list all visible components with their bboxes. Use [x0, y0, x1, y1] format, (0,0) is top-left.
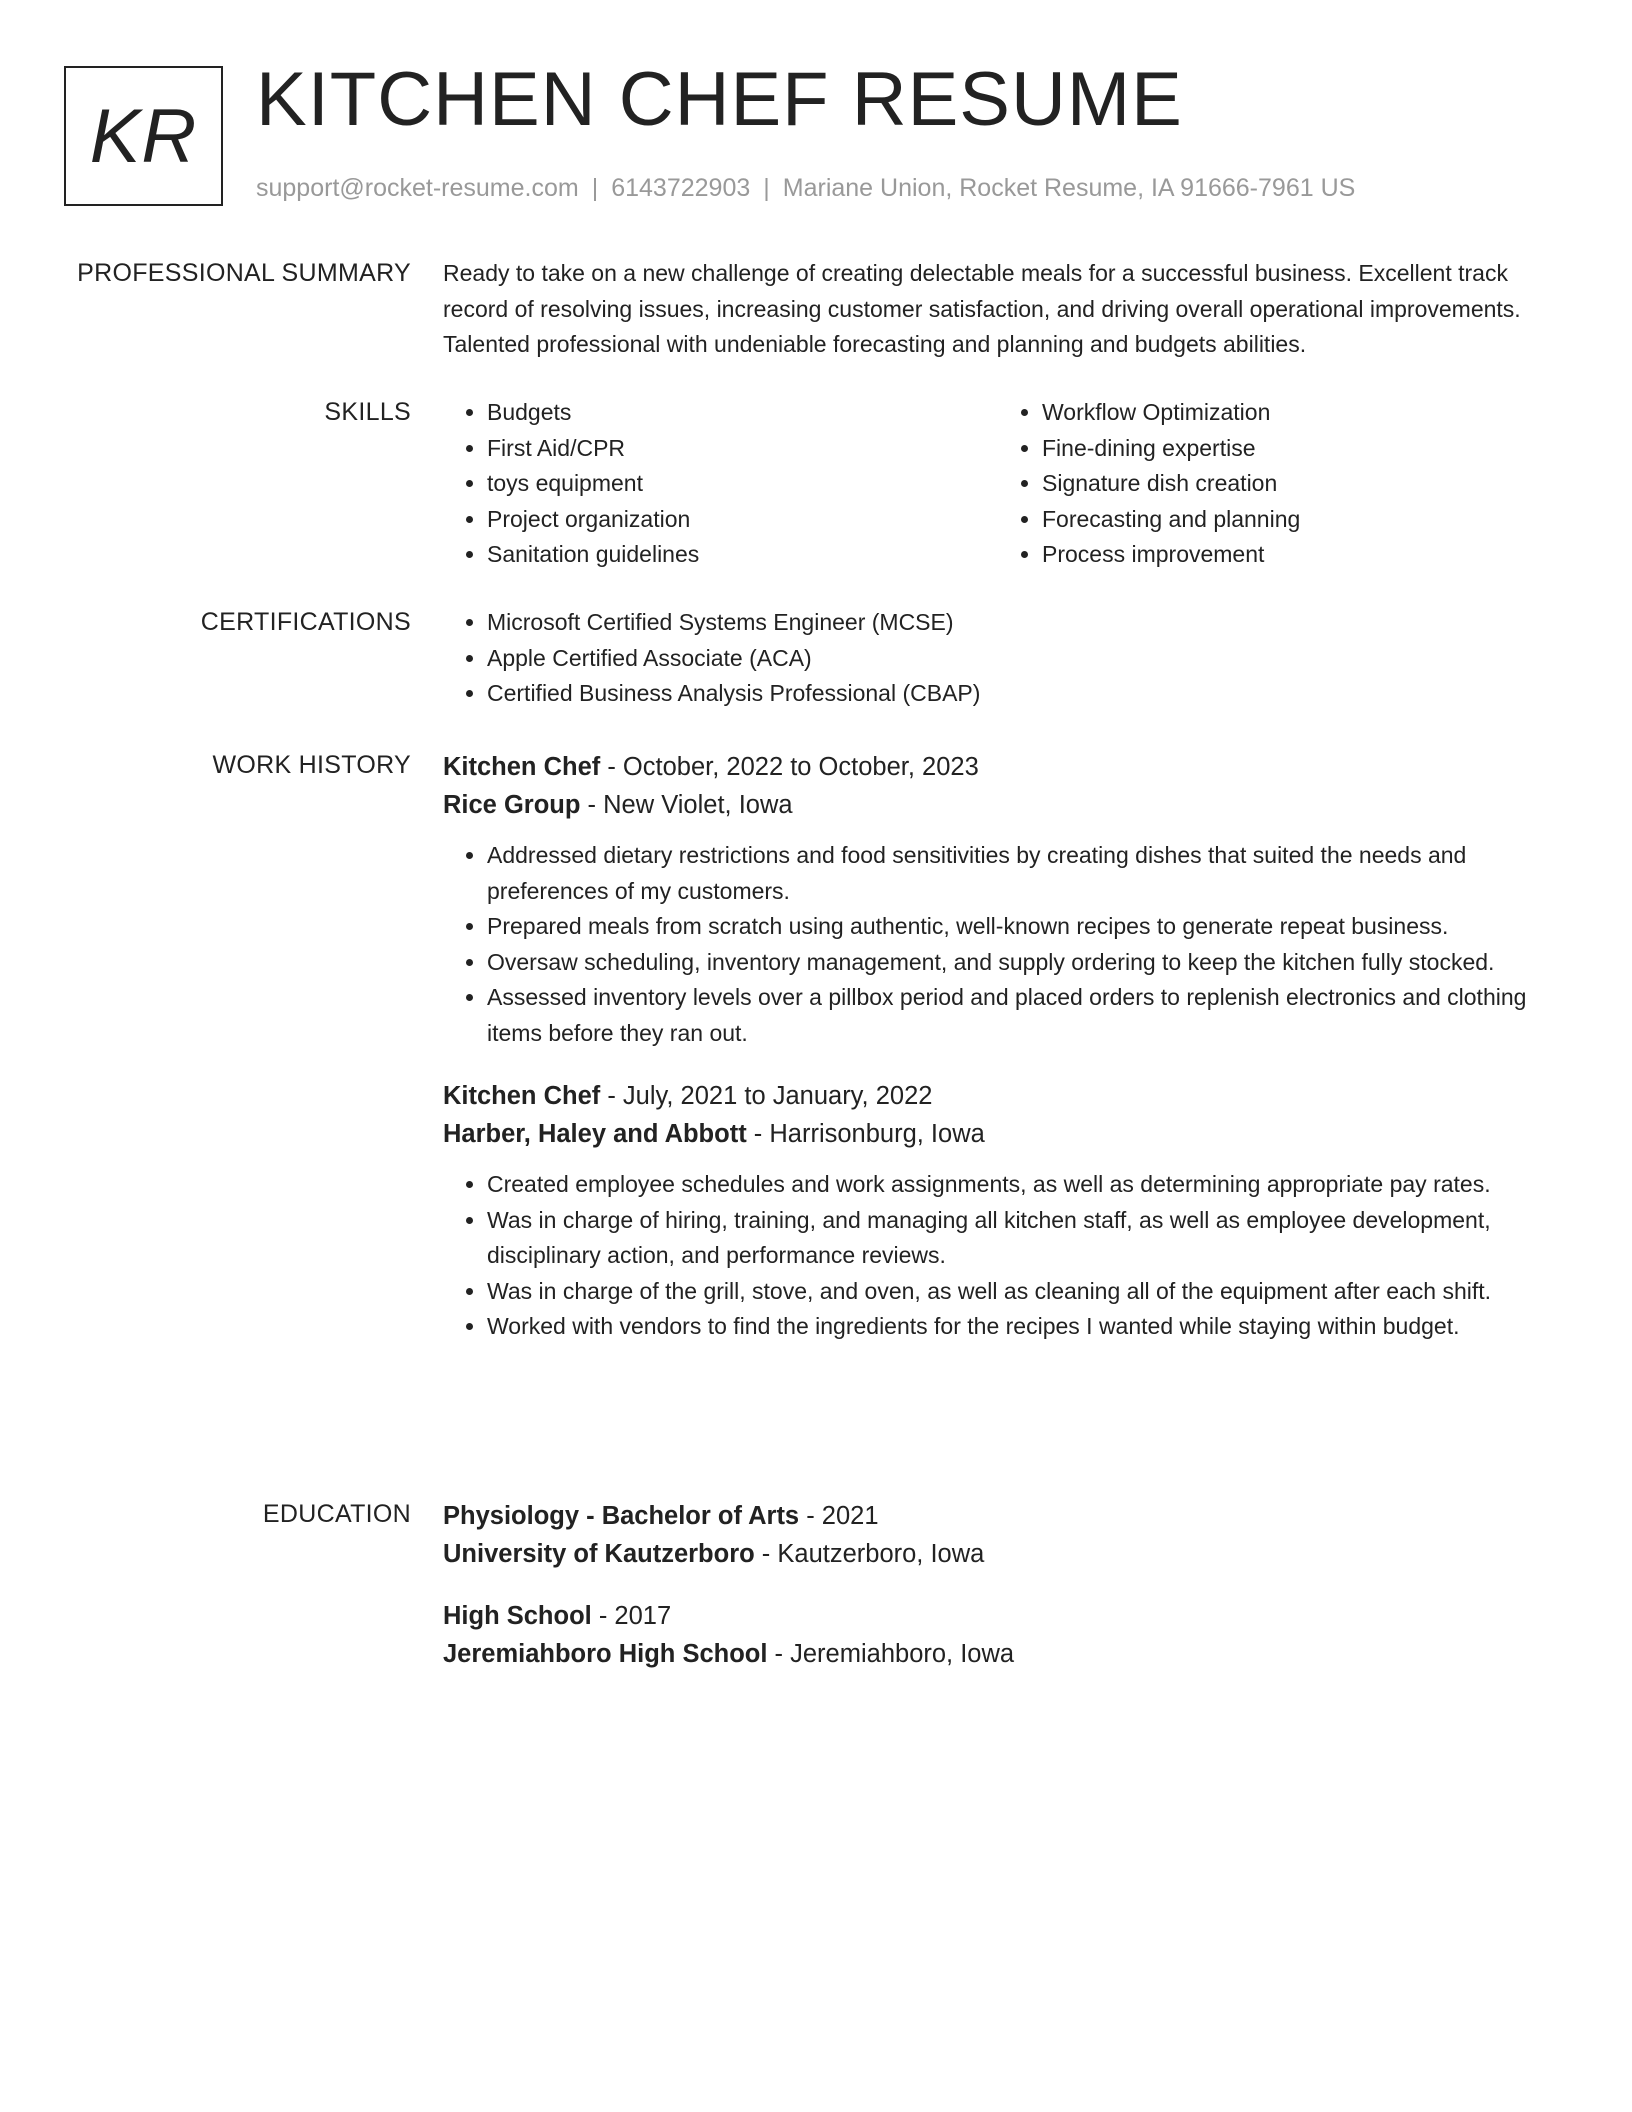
summary-text: Ready to take on a new challenge of creating delectable meals for a successful business. Excellent track record of resolving issues, increasing customer satisfaction, and driving overall operational improvements. Talented professional with undeniable forecasting and planning and budgets abilities. [443, 260, 1521, 357]
certifications-body [443, 605, 1553, 712]
contact-email[interactable]: support@rocket-resume.com [256, 174, 579, 202]
education-school: Jeremiahboro High School [443, 1640, 768, 1668]
work-history-body [443, 748, 1553, 1371]
certification-item: • Certified Business Analysis Professional (CBAP) [487, 676, 1553, 712]
education-year: - 2021 [799, 1502, 879, 1530]
job-bullet: • Prepared meals from scratch using authentic, well-known recipes to generate repeat business. [487, 909, 1553, 945]
education-degree-line [443, 1597, 1553, 1635]
section-label-certifications: CERTIFICATIONS [200, 608, 411, 636]
job-dates: - July, 2021 to January, 2022 [600, 1082, 933, 1110]
skills-list-right [998, 395, 1553, 573]
job-title-line [443, 1077, 1553, 1115]
education-school: University of Kautzerboro [443, 1540, 755, 1568]
job-location: - Harrisonburg, Iowa [746, 1120, 985, 1148]
skill-item: • Forecasting and planning [1042, 502, 1553, 538]
skill-item: • First Aid/CPR [487, 431, 998, 467]
contact-address: Mariane Union, Rocket Resume, IA 91666-7961 US [782, 174, 1356, 202]
skill-item: • Budgets [487, 395, 998, 431]
education-body [443, 1497, 1553, 1697]
job-bullet: • Was in charge of the grill, stove, and oven, as well as cleaning all of the equipment after each shift. [487, 1274, 1553, 1310]
education-entry [443, 1497, 1553, 1573]
certifications-list [443, 605, 1553, 712]
job-bullet: • Addressed dietary restrictions and food sensitivities by creating dishes that suited the needs and preferences of my customers. [487, 838, 1553, 909]
job-bullets [443, 1167, 1553, 1345]
job-company-line [443, 1115, 1553, 1153]
education-degree: High School [443, 1602, 592, 1630]
skill-item: • Sanitation guidelines [487, 537, 998, 573]
summary-body [443, 256, 1553, 363]
job-title: Kitchen Chef [443, 753, 601, 781]
job-bullet: • Was in charge of hiring, training, and managing all kitchen staff, as well as employee development, disciplinary action, and performance reviews. [487, 1203, 1553, 1274]
job-bullets [443, 838, 1553, 1051]
job-bullet: • Oversaw scheduling, inventory management, and supply ordering to keep the kitchen fully stocked. [487, 945, 1553, 981]
section-label-work-history: WORK HISTORY [212, 751, 411, 779]
education-school-line [443, 1535, 1553, 1573]
skill-item: • Fine-dining expertise [1042, 431, 1553, 467]
education-year: - 2017 [591, 1602, 672, 1630]
contact-line [256, 172, 1355, 205]
job-entry [443, 748, 1553, 1051]
job-company-line [443, 786, 1553, 824]
section-label-education: EDUCATION [262, 1500, 411, 1528]
resume-title: KITCHEN CHEF RESUME [256, 57, 1183, 142]
job-company: Harber, Haley and Abbott [443, 1120, 747, 1148]
contact-separator: | [591, 174, 599, 202]
certification-item: • Apple Certified Associate (ACA) [487, 641, 1553, 677]
job-bullet: • Worked with vendors to find the ingredients for the recipes I wanted while staying within budget. [487, 1309, 1553, 1345]
skills-body [443, 395, 1553, 573]
education-entry [443, 1597, 1553, 1673]
skill-item: • Process improvement [1042, 537, 1553, 573]
job-bullet: • Assessed inventory levels over a pillbox period and placed orders to replenish electronics and clothing items before they ran out. [487, 980, 1553, 1051]
job-title: Kitchen Chef [443, 1082, 601, 1110]
monogram-logo: KR [64, 66, 223, 206]
job-location: - New Violet, Iowa [580, 791, 793, 819]
skills-grid [443, 395, 1553, 573]
section-label-summary: PROFESSIONAL SUMMARY [77, 259, 411, 287]
skill-item: • Project organization [487, 502, 998, 538]
contact-phone[interactable]: 6143722903 [611, 174, 751, 202]
job-company: Rice Group [443, 791, 581, 819]
job-bullet: • Created employee schedules and work assignments, as well as determining appropriate pay rates. [487, 1167, 1553, 1203]
contact-separator: | [763, 174, 770, 202]
skill-item: • Workflow Optimization [1042, 395, 1553, 431]
education-degree: Physiology - Bachelor of Arts [443, 1502, 800, 1530]
section-label-skills: SKILLS [324, 398, 411, 426]
skill-item: • Signature dish creation [1042, 466, 1553, 502]
education-school-line [443, 1635, 1553, 1673]
job-dates: - October, 2022 to October, 2023 [600, 753, 979, 781]
education-location: - Jeremiahboro, Iowa [767, 1640, 1015, 1668]
skills-list-left [443, 395, 998, 573]
job-entry [443, 1077, 1553, 1345]
education-degree-line [443, 1497, 1553, 1535]
education-location: - Kautzerboro, Iowa [754, 1540, 985, 1568]
skill-item: • toys equipment [487, 466, 998, 502]
job-title-line [443, 748, 1553, 786]
certification-item: • Microsoft Certified Systems Engineer (MCSE) [487, 605, 1553, 641]
